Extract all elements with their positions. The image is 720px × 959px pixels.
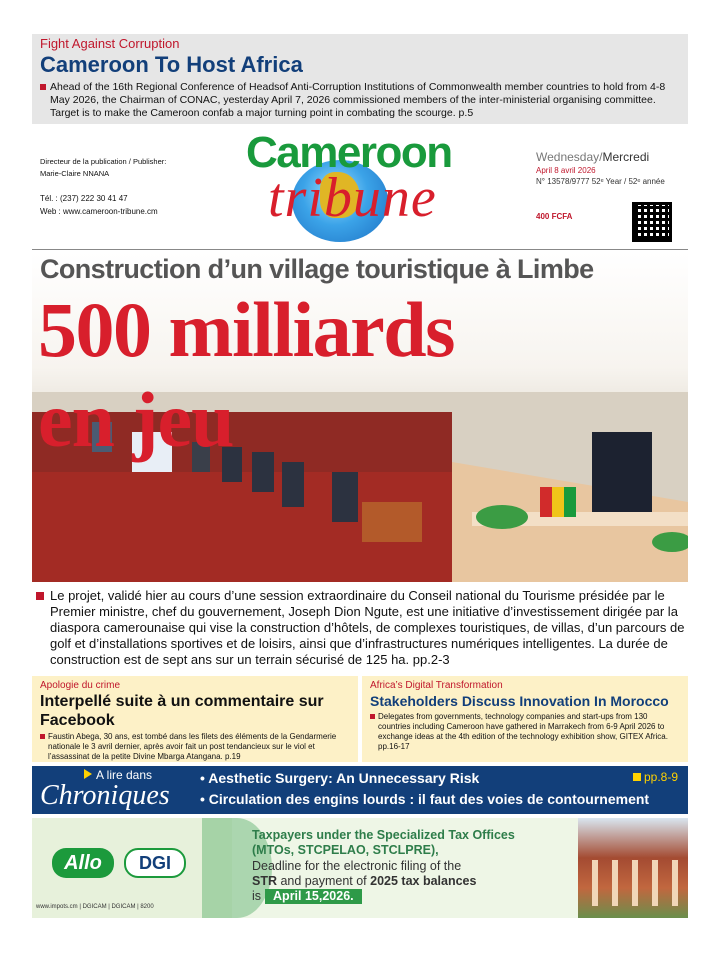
left-story-headline[interactable]: Interpellé suite à un commentaire sur Facebook — [40, 693, 324, 729]
price: 400 FCFA — [536, 212, 573, 221]
top-teaser-kicker: Fight Against Corruption — [40, 36, 180, 51]
qr-code-icon[interactable] — [632, 202, 672, 242]
left-story-kicker: Apologie du crime — [40, 680, 121, 691]
top-teaser-headline[interactable]: Cameroon To Host Africa — [40, 52, 303, 77]
lead-story-text: Le projet, validé hier au cours d’une session extraordinaire du Conseil national du Tourisme présidée par le Premier ministre, chef du gouvernement, Joseph Dion Ngute, est une initiative d’investissement dirigée par la diaspora camerounaise qui vise la construction d’hôtels, de complexes touristiques, de villas, d’un parcours de golf et d’installations sportives et de loisirs, ainsi que d’infrastructures numériques intelligentes. La durée de construction est de sept ans sur un terrain sécurisé de 125 ha. pp.2-3 — [50, 588, 685, 667]
chroniques-title: Chroniques — [40, 780, 170, 811]
building-column — [612, 860, 618, 906]
triangle-icon — [84, 769, 92, 779]
masthead-divider — [32, 249, 688, 250]
weekday-en: Wednesday/ — [536, 150, 603, 164]
ad-is: is — [252, 889, 262, 903]
date-block — [536, 150, 686, 221]
lead-story-summary — [32, 588, 688, 668]
building-column — [652, 860, 658, 906]
building-column — [592, 860, 598, 906]
lead-story-kicker: Construction d’un village touristique à Limbe — [40, 254, 594, 284]
top-teaser-banner[interactable] — [32, 34, 688, 124]
lead-story-headline-line1: 500 milliards — [38, 286, 455, 373]
bullet-square-icon — [370, 714, 375, 719]
right-story-kicker: Africa’s Digital Transformation — [370, 680, 503, 691]
story-teaser-left[interactable] — [32, 676, 358, 762]
chroniques-page-ref: pp.8-9 — [643, 770, 678, 784]
bullet-square-icon — [633, 773, 641, 781]
chroniques-a-lire: A lire dans — [96, 768, 153, 782]
ad-line-4 — [252, 874, 582, 889]
ad-deadline-date: April 15,2026. — [265, 889, 362, 904]
chroniques-bar[interactable] — [32, 766, 688, 814]
ad-tax-balances: 2025 tax balances — [370, 874, 477, 888]
contact-info — [40, 192, 158, 218]
issue-date: April 8 avril 2026 — [536, 166, 596, 175]
ad-line-5 — [252, 889, 582, 904]
ad-contact-line: www.impots.cm | DGICAM | DGICAM | 8200 — [36, 904, 154, 910]
weekday-fr: Mercredi — [602, 150, 650, 164]
right-story-text: Delegates from governments, technology companies and start-ups from 130 countries including Cameroon have gathered in Marrakech from 6-9 April 2026 to exchange ideas at the 4th edition of the technology exhibition show, GITEX Africa. pp.16-17 — [378, 712, 668, 751]
story-teaser-right[interactable] — [362, 676, 688, 762]
ad-line-1: Taxpayers under the Specialized Tax Offices — [252, 828, 515, 842]
dgi-logo: DGI — [124, 848, 186, 878]
lead-story-hero[interactable] — [32, 252, 688, 582]
right-story-headline[interactable]: Stakeholders Discuss Innovation In Morocco — [370, 693, 669, 709]
ad-line-3: Deadline for the electronic filing of the — [252, 859, 462, 873]
ad-str: STR — [252, 874, 277, 888]
phone-number: Tél. : (237) 222 30 41 47 — [40, 194, 128, 203]
tax-advertisement[interactable] — [32, 818, 688, 918]
chroniques-tag — [40, 768, 190, 810]
logo-word-tribune: tribune — [268, 167, 437, 229]
publisher-label: Directeur de la publication / Publisher: — [40, 157, 167, 166]
ad-line-2: (MTOs, STCPELAO, STCLPRE), — [252, 843, 439, 857]
top-teaser-body — [40, 81, 680, 120]
lead-story-headline-line2: en jeu — [38, 376, 234, 463]
bullet-square-icon — [40, 84, 46, 90]
issue-number: N° 13578/9777 52ᵉ Year / 52ᵉ année — [536, 177, 665, 186]
right-story-body — [370, 712, 680, 752]
top-teaser-text: Ahead of the 16th Regional Conference of Headsof Anti-Corruption Institutions of Commonwealth member countries to hold from 4-8 May 2026, the Chairman of CONAC, yesterday April 7, 2026 commissioned members of the inter-ministerial organising committee. Target is to make the Cameroon confab a major turning point in combating the scourge. p.5 — [50, 81, 666, 119]
building-column — [632, 860, 638, 906]
publisher-name: Marie-Claire NNANA — [40, 169, 110, 178]
building-photo — [578, 818, 688, 918]
ad-and-payment: and payment of — [277, 874, 371, 888]
building-column — [672, 860, 678, 906]
logo-word-cameroon: Cameroon — [246, 128, 452, 177]
bullet-square-icon — [36, 592, 44, 600]
chroniques-item-1[interactable]: • Aesthetic Surgery: An Unnecessary Risk — [200, 770, 480, 786]
left-story-text: Faustin Abega, 30 ans, est tombé dans les filets des éléments de la Gendarmerie nationale le 3 avril dernier, après avoir fait un post tendancieux sur le viol et l’assassinat de la petite Divine Mbarga Atangana. p.19 — [48, 732, 337, 761]
bullet-square-icon — [40, 734, 45, 739]
weekday — [536, 150, 686, 164]
publisher-info — [40, 156, 166, 180]
ad-text — [252, 828, 582, 904]
website-link[interactable]: Web : www.cameroon-tribune.cm — [40, 207, 158, 216]
chroniques-pages — [633, 770, 678, 784]
allo-logo: Allo — [52, 848, 114, 878]
masthead — [32, 130, 688, 248]
chroniques-item-2[interactable]: • Circulation des engins lourds : il faut des voies de contournement — [200, 791, 650, 807]
left-story-body — [40, 732, 350, 762]
cameroon-tribune-logo[interactable] — [240, 130, 480, 248]
